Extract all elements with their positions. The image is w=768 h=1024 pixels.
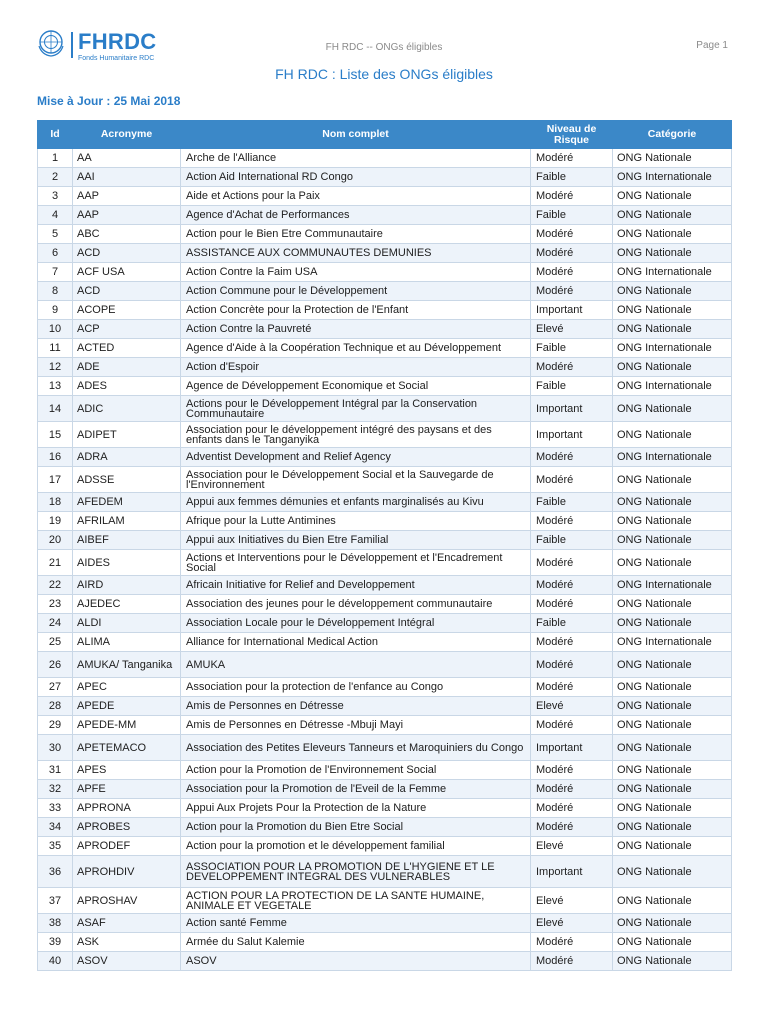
cell-acronyme: APES xyxy=(73,761,181,780)
cell-nom-complet: Action pour la Promotion de l'Environnement Social xyxy=(181,761,531,780)
cell-acronyme: ACD xyxy=(73,282,181,301)
cell-id: 31 xyxy=(38,761,73,780)
table-row xyxy=(38,595,732,614)
cell-categorie: ONG Nationale xyxy=(613,225,732,244)
cell-id: 39 xyxy=(38,933,73,952)
cell-nom-complet: ASSISTANCE AUX COMMUNAUTES DEMUNIES xyxy=(181,244,531,263)
cell-acronyme: ABC xyxy=(73,225,181,244)
table-row xyxy=(38,396,732,422)
cell-id: 40 xyxy=(38,952,73,971)
cell-niveau-risque: Important xyxy=(531,856,613,888)
cell-nom-complet: Association des Petites Eleveurs Tanneurs et Maroquiniers du Congo xyxy=(181,735,531,761)
cell-id: 28 xyxy=(38,697,73,716)
table-row xyxy=(38,914,732,933)
cell-acronyme: ADE xyxy=(73,358,181,377)
cell-acronyme: AIDES xyxy=(73,550,181,576)
cell-categorie: ONG Nationale xyxy=(613,735,732,761)
cell-acronyme: ACTED xyxy=(73,339,181,358)
cell-nom-complet: Association des jeunes pour le développement communautaire xyxy=(181,595,531,614)
cell-acronyme: ACF USA xyxy=(73,263,181,282)
table-row xyxy=(38,735,732,761)
table-row xyxy=(38,576,732,595)
cell-categorie: ONG Nationale xyxy=(613,799,732,818)
cell-id: 30 xyxy=(38,735,73,761)
cell-categorie: ONG Nationale xyxy=(613,614,732,633)
cell-nom-complet: Agence d'Achat de Performances xyxy=(181,206,531,225)
cell-niveau-risque: Elevé xyxy=(531,837,613,856)
cell-nom-complet: Action pour le Bien Etre Communautaire xyxy=(181,225,531,244)
table-row xyxy=(38,225,732,244)
cell-id: 22 xyxy=(38,576,73,595)
cell-niveau-risque: Modéré xyxy=(531,678,613,697)
cell-niveau-risque: Modéré xyxy=(531,595,613,614)
logo-text: FHRDC xyxy=(78,29,157,54)
cell-niveau-risque: Important xyxy=(531,396,613,422)
cell-niveau-risque: Elevé xyxy=(531,320,613,339)
cell-id: 21 xyxy=(38,550,73,576)
cell-categorie: ONG Nationale xyxy=(613,301,732,320)
cell-acronyme: APEDE xyxy=(73,697,181,716)
cell-id: 8 xyxy=(38,282,73,301)
cell-id: 24 xyxy=(38,614,73,633)
cell-niveau-risque: Faible xyxy=(531,614,613,633)
cell-nom-complet: ASSOCIATION POUR LA PROMOTION DE L'HYGIENE ET LE DEVELOPPEMENT INTEGRAL DES VULNERABLES xyxy=(181,856,531,888)
logo-subtitle: Fonds Humanitaire RDC xyxy=(78,55,155,62)
cell-niveau-risque: Important xyxy=(531,735,613,761)
cell-nom-complet: Africain Initiative for Relief and Developpement xyxy=(181,576,531,595)
cell-categorie: ONG Nationale xyxy=(613,531,732,550)
cell-categorie: ONG Nationale xyxy=(613,244,732,263)
table-row xyxy=(38,422,732,448)
cell-niveau-risque: Modéré xyxy=(531,576,613,595)
cell-categorie: ONG Nationale xyxy=(613,358,732,377)
cell-niveau-risque: Faible xyxy=(531,531,613,550)
cell-id: 34 xyxy=(38,818,73,837)
cell-acronyme: ASOV xyxy=(73,952,181,971)
cell-categorie: ONG Nationale xyxy=(613,320,732,339)
table-row xyxy=(38,244,732,263)
cell-nom-complet: Aide et Actions pour la Paix xyxy=(181,187,531,206)
cell-nom-complet: Actions et Interventions pour le Développement et l'Encadrement Social xyxy=(181,550,531,576)
cell-niveau-risque: Important xyxy=(531,422,613,448)
cell-niveau-risque: Modéré xyxy=(531,149,613,168)
cell-id: 38 xyxy=(38,914,73,933)
cell-acronyme: APEC xyxy=(73,678,181,697)
cell-categorie: ONG Nationale xyxy=(613,780,732,799)
update-date: Mise à Jour : 25 Mai 2018 xyxy=(37,94,181,108)
cell-nom-complet: Action d'Espoir xyxy=(181,358,531,377)
cell-niveau-risque: Modéré xyxy=(531,467,613,493)
cell-id: 20 xyxy=(38,531,73,550)
page-number: Page 1 xyxy=(696,40,728,51)
cell-categorie: ONG Nationale xyxy=(613,282,732,301)
cell-acronyme: APROHDIV xyxy=(73,856,181,888)
cell-id: 33 xyxy=(38,799,73,818)
cell-nom-complet: Agence de Développement Economique et Social xyxy=(181,377,531,396)
cell-id: 2 xyxy=(38,168,73,187)
cell-categorie: ONG Nationale xyxy=(613,914,732,933)
table-row xyxy=(38,799,732,818)
cell-id: 35 xyxy=(38,837,73,856)
table-row xyxy=(38,512,732,531)
table-row xyxy=(38,358,732,377)
cell-id: 25 xyxy=(38,633,73,652)
cell-acronyme: AAP xyxy=(73,206,181,225)
cell-id: 29 xyxy=(38,716,73,735)
cell-acronyme: AJEDEC xyxy=(73,595,181,614)
cell-acronyme: ACD xyxy=(73,244,181,263)
table-header-row xyxy=(38,121,732,149)
cell-niveau-risque: Modéré xyxy=(531,952,613,971)
cell-nom-complet: Appui aux femmes démunies et enfants marginalisés au Kivu xyxy=(181,493,531,512)
header-center-text: FH RDC -- ONGs éligibles xyxy=(325,42,443,53)
column-header-id: Id xyxy=(38,121,73,149)
cell-categorie: ONG Internationale xyxy=(613,633,732,652)
cell-nom-complet: Appui Aux Projets Pour la Protection de la Nature xyxy=(181,799,531,818)
table-row xyxy=(38,818,732,837)
cell-categorie: ONG Nationale xyxy=(613,678,732,697)
table-row xyxy=(38,377,732,396)
cell-niveau-risque: Faible xyxy=(531,168,613,187)
cell-niveau-risque: Modéré xyxy=(531,761,613,780)
cell-niveau-risque: Modéré xyxy=(531,652,613,678)
table-row xyxy=(38,448,732,467)
cell-niveau-risque: Modéré xyxy=(531,818,613,837)
table-row xyxy=(38,697,732,716)
table-row xyxy=(38,780,732,799)
cell-niveau-risque: Modéré xyxy=(531,358,613,377)
table-row xyxy=(38,678,732,697)
cell-id: 7 xyxy=(38,263,73,282)
cell-nom-complet: Association pour la protection de l'enfance au Congo xyxy=(181,678,531,697)
table-row xyxy=(38,320,732,339)
cell-categorie: ONG Nationale xyxy=(613,652,732,678)
cell-acronyme: APFE xyxy=(73,780,181,799)
cell-nom-complet: Action Concrète pour la Protection de l'Enfant xyxy=(181,301,531,320)
cell-acronyme: AA xyxy=(73,149,181,168)
table-row xyxy=(38,168,732,187)
cell-niveau-risque: Modéré xyxy=(531,799,613,818)
cell-id: 6 xyxy=(38,244,73,263)
cell-categorie: ONG Nationale xyxy=(613,818,732,837)
cell-id: 1 xyxy=(38,149,73,168)
cell-acronyme: ACOPE xyxy=(73,301,181,320)
table-row xyxy=(38,856,732,888)
cell-id: 19 xyxy=(38,512,73,531)
cell-categorie: ONG Internationale xyxy=(613,576,732,595)
table-row xyxy=(38,888,732,914)
cell-nom-complet: Appui aux Initiatives du Bien Etre Familial xyxy=(181,531,531,550)
cell-categorie: ONG Internationale xyxy=(613,168,732,187)
cell-id: 12 xyxy=(38,358,73,377)
cell-nom-complet: Arche de l'Alliance xyxy=(181,149,531,168)
cell-categorie: ONG Nationale xyxy=(613,716,732,735)
column-header-acronyme: Acronyme xyxy=(73,121,181,149)
cell-nom-complet: Association pour la Promotion de l'Eveil de la Femme xyxy=(181,780,531,799)
table-row xyxy=(38,614,732,633)
table-row xyxy=(38,339,732,358)
table-row xyxy=(38,837,732,856)
cell-categorie: ONG Nationale xyxy=(613,493,732,512)
cell-categorie: ONG Nationale xyxy=(613,761,732,780)
cell-nom-complet: Alliance for International Medical Action xyxy=(181,633,531,652)
table-row xyxy=(38,933,732,952)
cell-id: 23 xyxy=(38,595,73,614)
cell-id: 27 xyxy=(38,678,73,697)
table-row xyxy=(38,467,732,493)
table-row xyxy=(38,206,732,225)
cell-acronyme: APETEMACO xyxy=(73,735,181,761)
cell-acronyme: AMUKA/ Tanganika xyxy=(73,652,181,678)
cell-categorie: ONG Nationale xyxy=(613,149,732,168)
cell-categorie: ONG Internationale xyxy=(613,263,732,282)
cell-niveau-risque: Elevé xyxy=(531,697,613,716)
cell-id: 17 xyxy=(38,467,73,493)
column-header-categorie: Catégorie xyxy=(613,121,732,149)
table-row xyxy=(38,550,732,576)
cell-categorie: ONG Nationale xyxy=(613,187,732,206)
cell-nom-complet: Adventist Development and Relief Agency xyxy=(181,448,531,467)
table-row xyxy=(38,716,732,735)
cell-nom-complet: Action Contre la Pauvreté xyxy=(181,320,531,339)
cell-nom-complet: Action pour la promotion et le développement familial xyxy=(181,837,531,856)
cell-categorie: ONG Nationale xyxy=(613,856,732,888)
cell-niveau-risque: Faible xyxy=(531,377,613,396)
cell-categorie: ONG Internationale xyxy=(613,377,732,396)
cell-categorie: ONG Nationale xyxy=(613,396,732,422)
cell-categorie: ONG Nationale xyxy=(613,595,732,614)
cell-id: 15 xyxy=(38,422,73,448)
cell-niveau-risque: Modéré xyxy=(531,282,613,301)
cell-acronyme: ADIPET xyxy=(73,422,181,448)
cell-nom-complet: Amis de Personnes en Détresse -Mbuji Mayi xyxy=(181,716,531,735)
table-row xyxy=(38,301,732,320)
cell-categorie: ONG Nationale xyxy=(613,512,732,531)
cell-id: 13 xyxy=(38,377,73,396)
cell-niveau-risque: Faible xyxy=(531,493,613,512)
cell-acronyme: AFRILAM xyxy=(73,512,181,531)
cell-categorie: ONG Nationale xyxy=(613,888,732,914)
cell-id: 36 xyxy=(38,856,73,888)
cell-id: 4 xyxy=(38,206,73,225)
cell-nom-complet: Action Contre la Faim USA xyxy=(181,263,531,282)
cell-niveau-risque: Elevé xyxy=(531,888,613,914)
cell-acronyme: APROBES xyxy=(73,818,181,837)
cell-acronyme: ALIMA xyxy=(73,633,181,652)
cell-id: 10 xyxy=(38,320,73,339)
table-row xyxy=(38,531,732,550)
table-row xyxy=(38,761,732,780)
cell-categorie: ONG Internationale xyxy=(613,339,732,358)
cell-nom-complet: Amis de Personnes en Détresse xyxy=(181,697,531,716)
table-row xyxy=(38,493,732,512)
cell-categorie: ONG Nationale xyxy=(613,933,732,952)
cell-niveau-risque: Modéré xyxy=(531,512,613,531)
cell-niveau-risque: Modéré xyxy=(531,780,613,799)
cell-nom-complet: Afrique pour la Lutte Antimines xyxy=(181,512,531,531)
cell-acronyme: AFEDEM xyxy=(73,493,181,512)
cell-acronyme: AAP xyxy=(73,187,181,206)
cell-nom-complet: Action Commune pour le Développement xyxy=(181,282,531,301)
table-row xyxy=(38,263,732,282)
cell-acronyme: ACP xyxy=(73,320,181,339)
cell-categorie: ONG Nationale xyxy=(613,422,732,448)
cell-id: 18 xyxy=(38,493,73,512)
cell-nom-complet: ACTION POUR LA PROTECTION DE LA SANTE HUMAINE, ANIMALE ET VEGETALE xyxy=(181,888,531,914)
cell-id: 32 xyxy=(38,780,73,799)
cell-acronyme: APPRONA xyxy=(73,799,181,818)
cell-niveau-risque: Elevé xyxy=(531,914,613,933)
cell-categorie: ONG Internationale xyxy=(613,448,732,467)
cell-categorie: ONG Nationale xyxy=(613,952,732,971)
ong-table xyxy=(37,120,732,971)
cell-acronyme: ADRA xyxy=(73,448,181,467)
cell-id: 16 xyxy=(38,448,73,467)
cell-nom-complet: Association pour le Développement Social et la Sauvegarde de l'Environnement xyxy=(181,467,531,493)
cell-id: 9 xyxy=(38,301,73,320)
cell-nom-complet: ASOV xyxy=(181,952,531,971)
cell-acronyme: AAI xyxy=(73,168,181,187)
document-title: FH RDC : Liste des ONGs éligibles xyxy=(275,66,493,82)
cell-acronyme: ADES xyxy=(73,377,181,396)
cell-niveau-risque: Modéré xyxy=(531,225,613,244)
cell-acronyme: APEDE-MM xyxy=(73,716,181,735)
cell-nom-complet: Action pour la Promotion du Bien Etre Social xyxy=(181,818,531,837)
table-row xyxy=(38,149,732,168)
cell-niveau-risque: Modéré xyxy=(531,550,613,576)
cell-niveau-risque: Faible xyxy=(531,206,613,225)
column-header-niveau-risque: Niveau de Risque xyxy=(531,121,613,149)
cell-nom-complet: Action santé Femme xyxy=(181,914,531,933)
cell-id: 5 xyxy=(38,225,73,244)
cell-acronyme: AIRD xyxy=(73,576,181,595)
cell-id: 37 xyxy=(38,888,73,914)
cell-acronyme: ASAF xyxy=(73,914,181,933)
cell-acronyme: ADIC xyxy=(73,396,181,422)
cell-acronyme: ALDI xyxy=(73,614,181,633)
cell-categorie: ONG Nationale xyxy=(613,697,732,716)
cell-nom-complet: Agence d'Aide à la Coopération Technique et au Développement xyxy=(181,339,531,358)
table-row xyxy=(38,952,732,971)
cell-categorie: ONG Nationale xyxy=(613,837,732,856)
cell-nom-complet: Armée du Salut Kalemie xyxy=(181,933,531,952)
cell-niveau-risque: Modéré xyxy=(531,263,613,282)
cell-niveau-risque: Modéré xyxy=(531,187,613,206)
cell-niveau-risque: Important xyxy=(531,301,613,320)
table-row xyxy=(38,633,732,652)
cell-niveau-risque: Faible xyxy=(531,339,613,358)
cell-nom-complet: Association Locale pour le Développement Intégral xyxy=(181,614,531,633)
table-row xyxy=(38,652,732,678)
cell-id: 14 xyxy=(38,396,73,422)
cell-acronyme: ADSSE xyxy=(73,467,181,493)
cell-niveau-risque: Modéré xyxy=(531,933,613,952)
cell-acronyme: APROSHAV xyxy=(73,888,181,914)
cell-id: 11 xyxy=(38,339,73,358)
cell-categorie: ONG Nationale xyxy=(613,550,732,576)
cell-id: 3 xyxy=(38,187,73,206)
cell-id: 26 xyxy=(38,652,73,678)
table-row xyxy=(38,187,732,206)
cell-categorie: ONG Nationale xyxy=(613,467,732,493)
table-row xyxy=(38,282,732,301)
cell-nom-complet: Actions pour le Développement Intégral par la Conservation Communautaire xyxy=(181,396,531,422)
cell-nom-complet: Association pour le développement intégré des paysans et des enfants dans le Tanganyika xyxy=(181,422,531,448)
cell-acronyme: AIBEF xyxy=(73,531,181,550)
column-header-nom-complet: Nom complet xyxy=(181,121,531,149)
cell-nom-complet: Action Aid International RD Congo xyxy=(181,168,531,187)
cell-acronyme: ASK xyxy=(73,933,181,952)
cell-niveau-risque: Modéré xyxy=(531,633,613,652)
cell-niveau-risque: Modéré xyxy=(531,716,613,735)
cell-categorie: ONG Nationale xyxy=(613,206,732,225)
cell-niveau-risque: Modéré xyxy=(531,244,613,263)
cell-acronyme: APRODEF xyxy=(73,837,181,856)
cell-nom-complet: AMUKA xyxy=(181,652,531,678)
cell-niveau-risque: Modéré xyxy=(531,448,613,467)
